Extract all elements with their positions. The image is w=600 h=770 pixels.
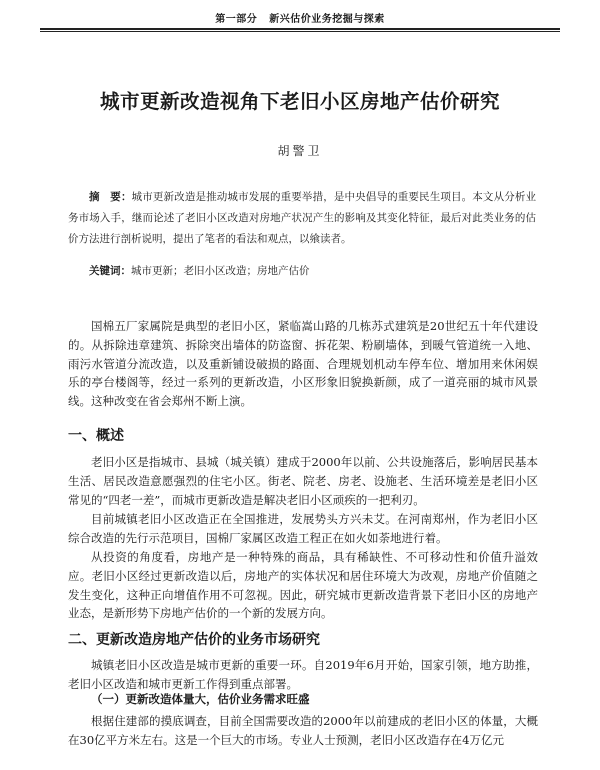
- market-paragraph-2: 根据住建部的摸底调查，目前全国需要改造的2000年以前建成的老旧小区的体量，大概在30亿平方米左右。这是一个巨大的市场。专业人士预测，老旧小区改造存在4万亿元: [68, 714, 538, 747]
- overview-paragraph-2: 目前城镇老旧小区改造正在全国推进，发展势头方兴未艾。在河南郑州，作为老旧小区综合改造的先行示范项目，国棉厂家属区改造工程正在如火如荼地进行着。: [68, 512, 538, 545]
- article-title: 城市更新改造视角下老旧小区房地产估价研究: [99, 90, 500, 113]
- running-header: [0, 10, 600, 26]
- keywords-text: 城市更新；老旧小区改造；房地产估价: [131, 265, 310, 277]
- author-name: 胡警卫: [277, 144, 323, 158]
- header-topic: 新兴估价业务挖掘与探索: [269, 14, 385, 25]
- overview-paragraph-3: 从投资的角度看，房地产是一种特殊的商品，具有稀缺性、不可移动性和价值升溢效应。老旧小区经过更新改造以后，房地产的实体状况和居住环境大为改观，房地产价值随之发生变化，这种正向增值作用不可忽视。因此，研究城市更新改造背景下老旧小区的房地产业态，是新形势下房地产估价的一个新的发展方向。: [68, 550, 538, 621]
- keywords-label: 关键词：: [89, 265, 131, 277]
- overview-paragraph-1: 老旧小区是指城市、县城（城关镇）建成于2000年以前、公共设施落后，影响居民基本生活、居民改造意愿强烈的住宅小区。街老、院老、房老、设施老、生活环境差是老旧小区常见的“四老一差”，而城市更新改造是解决老旧小区顽疾的一把利刃。: [68, 455, 538, 507]
- section-heading-overview: 一、概述: [68, 428, 124, 444]
- header-rule-thick: [40, 28, 560, 30]
- header-rule-thin: [40, 31, 560, 32]
- market-paragraph-1: 城镇老旧小区改造是城市更新的重要一环。自2019年6月开始，国家引领，地方助推，老旧小区改造和城市更新工作得到重点部署。: [68, 658, 538, 691]
- intro-paragraph: 国棉五厂家属院是典型的老旧小区，紧临嵩山路的几栋苏式建筑是20世纪五十年代建设的。从拆除违章建筑、拆除突出墙体的防盗窗、拆花架、粉刷墙体，到暖气管道统一入地、雨污水管道分流改造，以及重新铺设破损的路面、合理规划机动车停车位、增加用来休闲娱乐的亭台楼阁等，经过一系列的更新改造，小区形象旧貌换新颜，成了一道亮丽的城市风景线。这种改变在省会郑州不断上演。: [68, 319, 538, 409]
- abstract: [68, 187, 536, 250]
- abstract-text: 城市更新改造是推动城市发展的重要举措，是中央倡导的重要民生项目。本文从分析业务市场入手，继而论述了老旧小区改造对房地产状况产生的影响及其变化特征，最后对此类业务的估价方法进行剖析说明，提出了笔者的看法和观点，以飨读者。: [68, 191, 537, 245]
- section-heading-market: 二、更新改造房地产估价的业务市场研究: [68, 632, 320, 648]
- abstract-label: 摘 要：: [89, 191, 132, 203]
- header-part: 第一部分: [215, 14, 258, 25]
- keywords: [68, 261, 536, 281]
- subsection-heading-demand: （一）更新改造体量大，估价业务需求旺盛: [91, 692, 310, 706]
